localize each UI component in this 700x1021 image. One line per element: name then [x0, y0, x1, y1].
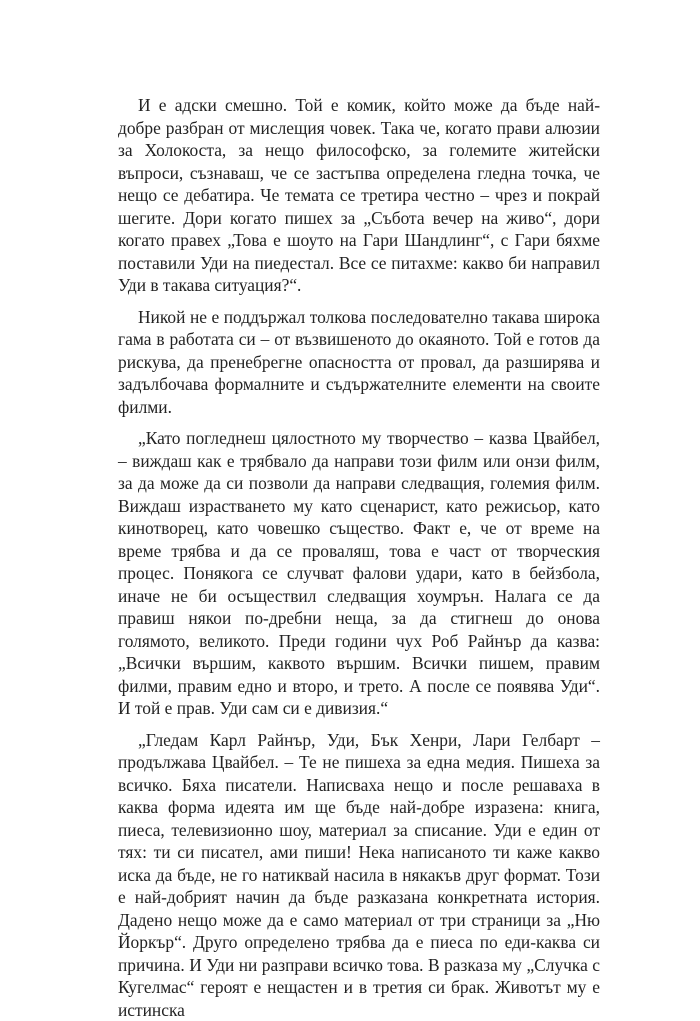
paragraph-4: „Гледам Карл Райнър, Уди, Бък Хенри, Лари Гелбарт – продължава Цвайбел. – Те не пишеха за една медия. Пишеха за всичко. Бяха писатели. Написваха нещо и после решаваха в каква форма идеята им ще бъде най-добре изразена: книга, пиеса, телевизионно шоу, материал за списание. Уди е един от тях: ти си писател, ами пиши! Нека написаното ти каже какво иска да бъде, не го натиквай насила в някакъв друг формат. Този е най-добрият начин да бъде разказана конкретната история. Дадено нещо може да е само материал от три страници за „Ню Йоркър“. Друго определено трябва да е пиеса по еди-каква си причина. И Уди ни разправи всичко това. В разказа му „Случка с Кугелмас“ героят е нещастен и в третия си брак. Животът му е истинска [118, 729, 600, 1021]
paragraph-3: „Като погледнеш цялостното му творчество – казва Цвайбел, – виждаш как е трябвало да направи този филм или онзи филм, за да може да си позволи да направи следващия, големия филм. Виждаш израстването му като сценарист, като режисьор, като кинотворец, като човешко същество. Факт е, че от време на време трябва и да се проваляш, това е част от творческия процес. Понякога се случват фалови удари, като в бейзбола, иначе не би осъществил следващия хоумрън. Налага се да правиш някои по-дребни неща, за да стигнеш до онова голямото, великото. Преди години чух Роб Райнър да казва: „Всички вършим, каквото вършим. Всички пишем, правим филми, правим едно и второ, и трето. А после се появява Уди“. И той е прав. Уди сам си е дивизия.“ [118, 427, 600, 720]
body-text [118, 94, 600, 1021]
paragraph-2: Никой не е поддържал толкова последователно такава широка гама в работата си – от възвишеното до окаяното. Той е готов да рискува, да пренебрегне опасността от провал, да разширява и задълбочава формалните и съдържателните елементи на своите филми. [118, 306, 600, 419]
paragraph-1: И е адски смешно. Той е комик, който може да бъде най-добре разбран от мислещия човек. Така че, когато прави алюзии за Холокоста, за нещо философско, за големите житейски въпроси, съзнаваш, че се застъпва определена гледна точка, че нещо се дебатира. Че темата се третира честно – чрез и покрай шегите. Дори когато пишех за „Събота вечер на живо“, дори когато правех „Това е шоуто на Гари Шандлинг“, с Гари бяхме поставили Уди на пиедестал. Все се питахме: какво би направил Уди в такава ситуация?“. [118, 94, 600, 297]
